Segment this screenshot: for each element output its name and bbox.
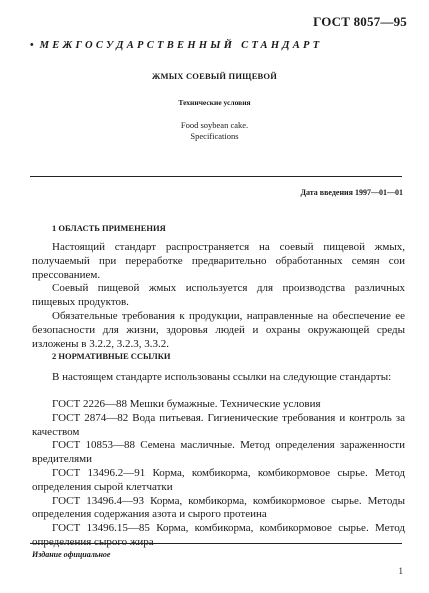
page-number: 1 (398, 566, 403, 576)
reference-text: Корма, комбикорма, комбикормовое сырье. Методы определения содержания азота и сырого протеина (32, 494, 406, 521)
reference-code: ГОСТ 13496.2—91 (52, 466, 146, 479)
banner-text: МЕЖГОСУДАРСТВЕННЫЙ СТАНДАРТ (39, 40, 323, 51)
reference-code: ГОСТ 13496.15—85 (52, 522, 150, 535)
english-title-line: Food soybean cake. (180, 120, 249, 130)
reference-code: ГОСТ 10853—88 (52, 439, 135, 452)
banner-mark: • (30, 40, 34, 51)
paragraph: В настоящем стандарте использованы ссылки на следующие стандарты: (52, 371, 392, 383)
reference-item (32, 522, 405, 550)
standard-banner (30, 40, 410, 51)
reference-item (32, 467, 405, 495)
introduction-date: Дата введения 1997—01—01 (300, 188, 403, 197)
reference-text: Корма, комбикорма, комбикормовое сырье. Метод определения сырого жира (32, 522, 405, 548)
section-heading-scope: 1 ОБЛАСТЬ ПРИМЕНЕНИЯ (52, 223, 166, 233)
edition-note: Издание официальное (32, 550, 111, 559)
document-subtitle: Технические условия (178, 98, 251, 107)
reference-code: ГОСТ 13496.4—93 (52, 494, 145, 507)
reference-item (32, 439, 405, 467)
reference-text: Семена масличные. Метод определения зараженности вредителями (32, 439, 405, 466)
document-title: ЖМЫХ СОЕВЫЙ ПИЩЕВОЙ (151, 71, 278, 81)
reference-item (32, 398, 405, 412)
english-title (0, 120, 429, 142)
reference-item (32, 412, 405, 440)
reference-code: ГОСТ 2226—88 (52, 398, 127, 410)
paragraph: Соевый пищевой жмых используется для производства различных пищевых продуктов. (32, 282, 405, 308)
reference-list (32, 398, 405, 550)
reference-text: Корма, комбикорма, комбикормовое сырье. Метод определения сырой клетчатки (32, 466, 405, 493)
paragraph: Настоящий стандарт распространяется на соевый пищевой жмых, получаемый при переработке предварительно обработанных семян сои прессованием. (32, 241, 405, 281)
top-divider (30, 176, 402, 177)
reference-code: ГОСТ 2874—82 (52, 411, 129, 424)
reference-text: Мешки бумажные. Технические условия (129, 398, 321, 410)
bottom-divider (30, 543, 402, 544)
reference-text: Вода питьевая. Гигиенические требования и контроль за качеством (32, 411, 405, 438)
english-title-line: Specifications (190, 131, 239, 141)
section-heading-references: 2 НОРМАТИВНЫЕ ССЫЛКИ (52, 351, 171, 361)
document-code: ГОСТ 8057—95 (313, 14, 407, 29)
reference-item (32, 495, 405, 523)
paragraph: Обязательные требования к продукции, направленные на обеспечение ее безопасности для жизни, здоровья людей и охраны окружающей среды изложены в 3.2.2, 3.2.3, 3.3.2. (32, 310, 405, 350)
